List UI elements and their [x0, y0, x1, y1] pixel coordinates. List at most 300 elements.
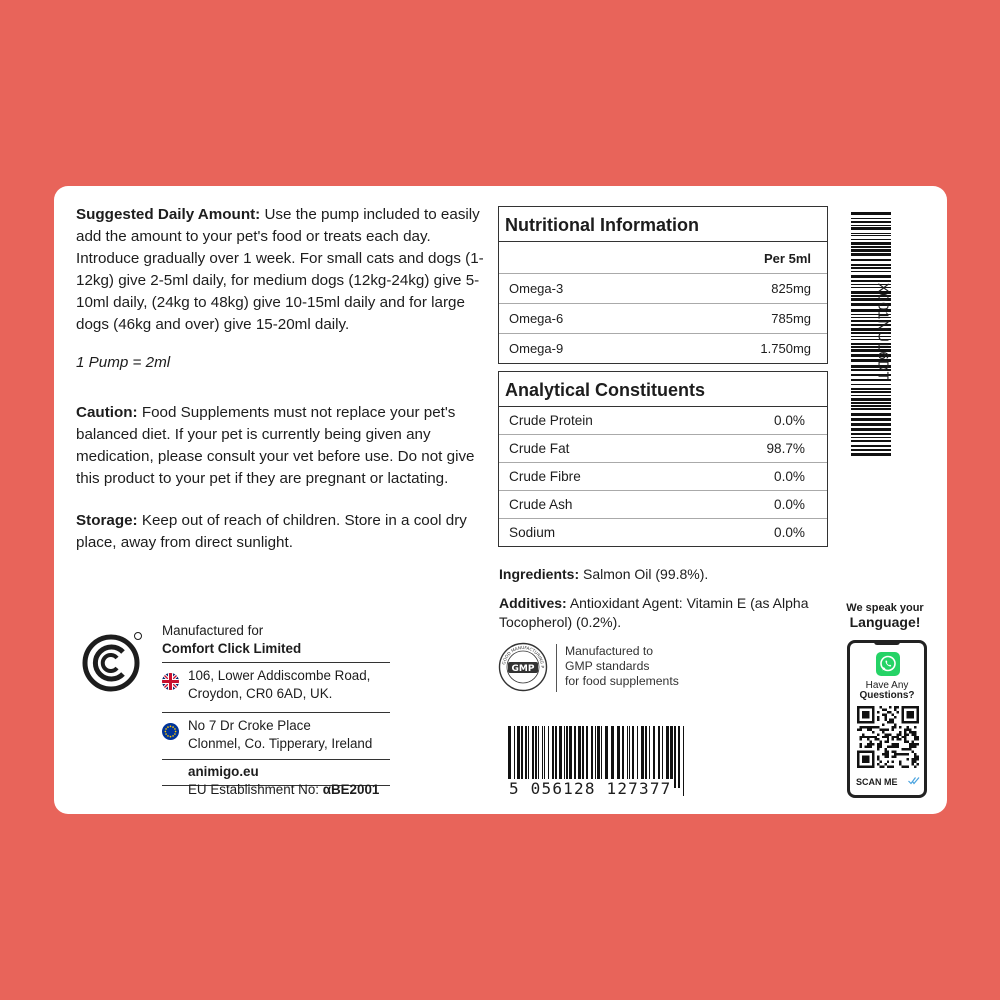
qr-module — [907, 748, 909, 750]
qr-module — [914, 766, 916, 768]
qr-module — [907, 741, 909, 743]
qr-module — [907, 728, 909, 730]
barcode-bar — [851, 239, 891, 240]
qr-module — [914, 756, 916, 758]
barcode-bar — [851, 218, 891, 219]
qr-module — [909, 748, 911, 750]
qr-module — [872, 731, 874, 733]
qr-module — [897, 743, 899, 745]
qr-module — [889, 746, 891, 748]
qr-module — [912, 758, 914, 760]
qr-module — [884, 716, 886, 718]
qr-module — [862, 726, 864, 728]
qr-module — [877, 756, 879, 758]
qr-module — [869, 743, 871, 745]
qr-module — [884, 708, 886, 710]
qr-module — [894, 708, 896, 710]
qr-module — [882, 728, 884, 730]
constituent-name: Crude Fat — [509, 441, 570, 456]
qr-module — [884, 713, 886, 715]
qr-module — [879, 728, 881, 730]
qr-module — [892, 766, 894, 768]
qr-module — [869, 736, 871, 738]
gmp-seal-text: GMP — [511, 664, 535, 674]
barcode-bar — [851, 449, 891, 451]
gmp-text — [556, 644, 679, 692]
analytical-title: Analytical Constituents — [499, 372, 827, 407]
qr-module — [904, 736, 906, 738]
barcode-bar — [851, 395, 891, 396]
establishment-code: αBE2001 — [322, 782, 380, 797]
qr-module — [887, 741, 889, 743]
eu-address-line2: Clonmel, Co. Tipperary, Ireland — [188, 736, 373, 751]
qr-module — [877, 718, 879, 720]
caution-text: Food Supplements must not replace your pet's balanced diet. If your pet is currently being given any medication, please consult your vet before use. Do not give this product to your pet if they are pregnant or lactating. — [76, 404, 475, 487]
ean-digits — [508, 779, 688, 798]
qr-module — [914, 746, 916, 748]
qr-module — [889, 706, 891, 708]
nutrient-value: 785mg — [771, 311, 811, 326]
qr-module — [877, 743, 879, 745]
qr-module — [877, 726, 879, 728]
qr-module — [877, 748, 879, 750]
barcode-bar — [851, 225, 891, 226]
qr-module — [892, 738, 894, 740]
manufacturer-text — [162, 622, 390, 786]
qr-module — [892, 736, 894, 738]
dosage-paragraph — [76, 204, 496, 336]
qr-module — [912, 763, 914, 765]
barcode-bar — [851, 423, 891, 426]
qr-module — [867, 736, 869, 738]
ingredients-label: Ingredients: — [499, 566, 580, 582]
barcode-bar — [851, 440, 891, 442]
barcode-bar — [851, 388, 891, 390]
constituent-value: 98.7% — [766, 441, 805, 456]
whatsapp-qr-phone[interactable] — [847, 640, 927, 798]
establishment-number — [162, 772, 422, 797]
gmp-seal-icon — [498, 642, 548, 692]
qr-module — [909, 731, 911, 733]
double-check-icon — [908, 776, 920, 785]
qr-module — [887, 728, 889, 730]
barcode-bar — [851, 246, 891, 248]
qr-module — [912, 751, 914, 753]
qr-module — [914, 743, 916, 745]
qr-module — [884, 751, 886, 753]
qr-module — [917, 758, 919, 760]
qr-module — [902, 736, 904, 738]
barcode-bar — [851, 267, 891, 269]
qr-module — [912, 731, 914, 733]
table-row — [499, 435, 827, 463]
qr-module — [887, 753, 889, 755]
qr-module — [894, 751, 896, 753]
uk-address — [162, 662, 390, 708]
uk-flag-icon — [162, 673, 179, 690]
uk-address-line1: 106, Lower Addiscombe Road, — [188, 668, 371, 683]
barcode-bar — [851, 242, 891, 245]
nutritional-information-table — [498, 206, 828, 364]
question-line2: Questions? — [859, 690, 915, 701]
barcode-bar — [851, 418, 891, 421]
phone-notch — [874, 640, 900, 645]
qr-module — [897, 706, 899, 708]
qr-module — [882, 731, 884, 733]
additives-label: Additives: — [499, 595, 567, 611]
qr-module — [879, 743, 881, 745]
qr-module — [914, 726, 916, 728]
nutrient-value: 1.750mg — [760, 341, 811, 356]
dosage-text: Use the pump included to easily add the amount to your pet's food or treats each day. Introduce gradually over 1 week. For small cats and dogs (1-12kg) give 2-5ml daily, for medium dogs (12kg-24kg) give 5-10ml daily, (24kg to 48kg) give 10-15ml daily and for large dogs (46kg and over) give 15-20ml daily. — [76, 206, 484, 333]
qr-module — [859, 738, 861, 740]
qr-module — [904, 728, 906, 730]
constituent-value: 0.0% — [774, 469, 805, 484]
qr-module — [864, 726, 866, 728]
qr-module — [894, 726, 896, 728]
qr-module — [859, 746, 861, 748]
qr-module — [887, 756, 889, 758]
qr-module — [887, 746, 889, 748]
caution-label: Caution: — [76, 404, 138, 421]
qr-module — [864, 736, 866, 738]
qr-module — [904, 733, 906, 735]
qr-module — [914, 738, 916, 740]
qr-module — [892, 761, 894, 763]
qr-module — [917, 756, 919, 758]
qr-module — [879, 766, 881, 768]
constituent-name: Crude Fibre — [509, 469, 581, 484]
qr-module — [877, 758, 879, 760]
barcode-bar — [851, 233, 891, 234]
qr-module — [887, 761, 889, 763]
barcode-bar — [851, 384, 891, 385]
qr-module — [914, 761, 916, 763]
qr-module — [907, 766, 909, 768]
qr-module — [899, 726, 901, 728]
qr-module — [904, 766, 906, 768]
barcode-bar — [851, 280, 891, 282]
qr-module — [909, 728, 911, 730]
qr-module — [892, 746, 894, 748]
qr-module — [897, 711, 899, 713]
table-row — [499, 463, 827, 491]
qr-module — [912, 743, 914, 745]
qr-module — [884, 741, 886, 743]
constituent-name: Sodium — [509, 525, 556, 540]
qr-module — [859, 736, 861, 738]
qr-module — [894, 756, 896, 758]
qr-module — [884, 733, 886, 735]
qr-module — [887, 733, 889, 735]
qr-module — [892, 756, 894, 758]
gmp-line1: Manufactured to — [565, 644, 654, 658]
qr-module — [897, 738, 899, 740]
barcode-bar — [851, 264, 891, 266]
qr-module — [887, 736, 889, 738]
qr-module — [884, 736, 886, 738]
qr-module — [899, 738, 901, 740]
qr-module — [867, 738, 869, 740]
website-link[interactable]: animigo.eu — [162, 759, 390, 786]
qr-module — [887, 711, 889, 713]
gmp-ring-text: GOOD MANUFACTURING P — [501, 644, 546, 669]
table-row — [499, 491, 827, 519]
qr-module — [917, 763, 919, 765]
qr-module — [859, 728, 861, 730]
qr-module — [909, 746, 911, 748]
qr-module — [882, 713, 884, 715]
qr-module — [889, 733, 891, 735]
qr-module — [897, 753, 899, 755]
qr-module — [884, 763, 886, 765]
qr-module — [887, 751, 889, 753]
pump-note: 1 Pump = 2ml — [76, 354, 171, 371]
qr-module — [894, 716, 896, 718]
qr-module — [902, 753, 904, 755]
qr-module — [867, 728, 869, 730]
qr-module — [894, 723, 896, 725]
barcode-bar — [851, 391, 891, 393]
fnsku-code: X001NUL6DT — [874, 282, 892, 382]
question-line1: Have Any — [865, 680, 909, 691]
qr-module — [887, 738, 889, 740]
qr-module — [869, 726, 871, 728]
qr-module — [902, 766, 904, 768]
scan-me-label: SCAN ME — [856, 777, 898, 787]
tagline-small: We speak your — [846, 602, 924, 614]
qr-module — [892, 718, 894, 720]
nutrient-name: Omega-6 — [509, 311, 564, 326]
qr-module — [899, 753, 901, 755]
qr-module — [882, 753, 884, 755]
qr-module — [912, 741, 914, 743]
barcode-bar — [851, 413, 891, 416]
qr-module — [907, 726, 909, 728]
qr-module — [874, 736, 876, 738]
qr-module — [897, 733, 899, 735]
qr-module — [889, 711, 891, 713]
qr-module — [904, 741, 906, 743]
constituent-name: Crude Protein — [509, 413, 593, 428]
ingredients-section — [499, 565, 809, 632]
qr-code-icon[interactable] — [857, 706, 919, 768]
barcode-bar — [851, 408, 891, 410]
qr-module — [902, 748, 904, 750]
qr-module — [904, 748, 906, 750]
qr-module — [877, 763, 879, 765]
caution-paragraph — [76, 402, 496, 490]
barcode-bar — [851, 398, 891, 401]
qr-module — [912, 733, 914, 735]
qr-module — [872, 743, 874, 745]
eu-flag-icon — [162, 723, 179, 740]
qr-module — [907, 758, 909, 760]
qr-module — [879, 741, 881, 743]
qr-module — [899, 761, 901, 763]
gmp-line2: GMP standards — [565, 659, 650, 673]
qr-module — [897, 736, 899, 738]
qr-module — [869, 746, 871, 748]
qr-module — [874, 726, 876, 728]
nutritional-title: Nutritional Information — [499, 207, 827, 242]
qr-module — [904, 731, 906, 733]
qr-module — [887, 766, 889, 768]
qr-module — [879, 746, 881, 748]
qr-finder — [862, 756, 869, 763]
qr-module — [882, 708, 884, 710]
gmp-certification — [498, 642, 728, 694]
qr-module — [889, 766, 891, 768]
qr-module — [899, 731, 901, 733]
ingredients-text: Salmon Oil (99.8%). — [583, 566, 709, 582]
barcode-bar — [851, 453, 891, 456]
nutrient-name: Omega-3 — [509, 281, 564, 296]
qr-module — [907, 753, 909, 755]
qr-module — [862, 733, 864, 735]
qr-module — [882, 766, 884, 768]
qr-module — [864, 746, 866, 748]
qr-module — [892, 721, 894, 723]
qr-module — [917, 738, 919, 740]
qr-module — [867, 743, 869, 745]
qr-module — [892, 728, 894, 730]
qr-module — [884, 728, 886, 730]
qr-module — [889, 718, 891, 720]
qr-module — [877, 733, 879, 735]
qr-module — [894, 746, 896, 748]
barcode-bar — [851, 428, 891, 431]
table-row — [499, 304, 827, 334]
qr-module — [899, 763, 901, 765]
qr-module — [914, 753, 916, 755]
nutrient-name: Omega-9 — [509, 341, 564, 356]
company-name: Comfort Click Limited — [162, 641, 302, 656]
qr-module — [862, 736, 864, 738]
storage-text: Keep out of reach of children. Store in a cool dry place, away from direct sunlight. — [76, 512, 467, 551]
constituent-value: 0.0% — [774, 497, 805, 512]
qr-module — [914, 736, 916, 738]
qr-finder — [907, 711, 914, 718]
barcode-bar — [851, 235, 891, 236]
qr-module — [869, 728, 871, 730]
qr-module — [877, 738, 879, 740]
qr-module — [917, 743, 919, 745]
constituent-value: 0.0% — [774, 413, 805, 428]
qr-module — [859, 743, 861, 745]
table-row — [499, 407, 827, 435]
qr-module — [912, 746, 914, 748]
additives-line — [499, 594, 809, 632]
table-row — [499, 519, 827, 546]
product-label-card — [54, 186, 947, 814]
qr-module — [882, 736, 884, 738]
qr-module — [882, 723, 884, 725]
whatsapp-icon — [876, 652, 900, 676]
constituent-value: 0.0% — [774, 525, 805, 540]
qr-module — [874, 738, 876, 740]
storage-label: Storage: — [76, 512, 138, 529]
qr-module — [897, 746, 899, 748]
uk-address-line2: Croydon, CR0 6AD, UK. — [188, 686, 333, 701]
barcode-bar — [851, 249, 891, 252]
dosage-label: Suggested Daily Amount: — [76, 206, 261, 223]
qr-module — [889, 721, 891, 723]
qr-module — [894, 706, 896, 708]
barcode-bar — [851, 437, 891, 438]
qr-module — [894, 743, 896, 745]
qr-module — [877, 711, 879, 713]
language-tagline — [840, 602, 930, 630]
ingredients-line — [499, 565, 809, 584]
barcode-bar — [851, 227, 891, 230]
qr-module — [857, 728, 859, 730]
qr-module — [892, 751, 894, 753]
barcode-bar — [851, 259, 891, 261]
tagline-big: Language! — [849, 614, 921, 630]
qr-module — [884, 718, 886, 720]
qr-module — [884, 756, 886, 758]
qr-module — [912, 761, 914, 763]
qr-module — [904, 738, 906, 740]
qr-module — [904, 753, 906, 755]
qr-module — [907, 733, 909, 735]
qr-module — [894, 736, 896, 738]
additives-text: Antioxidant Agent: Vitamin E (as Alpha Tocopherol) (0.2%). — [499, 595, 809, 630]
qr-module — [884, 748, 886, 750]
table-row — [499, 334, 827, 363]
barcode-bar — [851, 271, 891, 272]
qr-module — [859, 726, 861, 728]
comfort-click-logo-icon — [82, 630, 144, 692]
qr-module — [877, 716, 879, 718]
barcode-bar — [851, 402, 891, 404]
qr-module — [867, 746, 869, 748]
eu-address-line1: No 7 Dr Croke Place — [188, 718, 311, 733]
directions-section — [76, 204, 496, 554]
barcode-bar — [851, 212, 891, 215]
qr-module — [892, 713, 894, 715]
barcode-bar — [851, 221, 891, 223]
qr-module — [914, 731, 916, 733]
barcode-bar — [851, 253, 891, 256]
qr-module — [892, 726, 894, 728]
qr-module — [914, 758, 916, 760]
qr-module — [879, 706, 881, 708]
eu-address — [162, 712, 390, 758]
qr-module — [892, 743, 894, 745]
qr-module — [872, 726, 874, 728]
ean-digits-text: 5 056128 127377 — [509, 779, 672, 798]
qr-module — [917, 736, 919, 738]
qr-module — [884, 753, 886, 755]
qr-module — [867, 726, 869, 728]
qr-module — [872, 736, 874, 738]
qr-module — [914, 733, 916, 735]
analytical-constituents-table — [498, 371, 828, 547]
qr-module — [899, 733, 901, 735]
qr-module — [887, 721, 889, 723]
table-row — [499, 274, 827, 304]
qr-module — [909, 743, 911, 745]
per-5ml-header: Per 5ml — [499, 242, 827, 274]
qr-module — [879, 761, 881, 763]
qr-module — [869, 741, 871, 743]
qr-finder — [862, 711, 869, 718]
gmp-line3: for food supplements — [565, 674, 679, 688]
manufactured-for-label: Manufactured for — [162, 623, 264, 638]
storage-paragraph — [76, 510, 496, 554]
